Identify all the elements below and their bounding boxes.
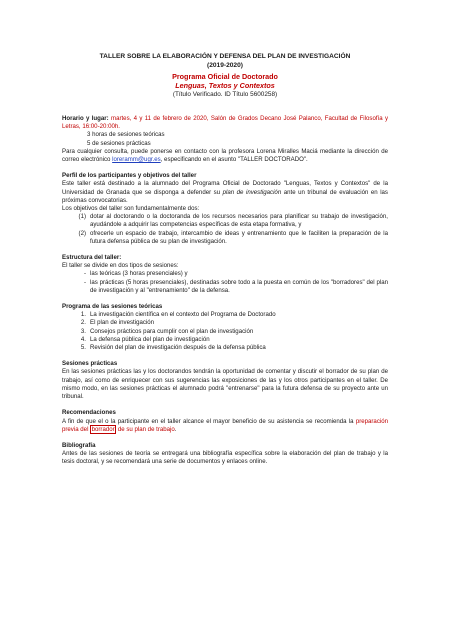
bibliography-paragraph: Antes de las sesiones de teoría se entregará una bibliografía específica sobre la elaboración del plan de trabajo y la tesis doctoral, y se recomendará una serie de documentos y enlaces online. xyxy=(62,450,388,466)
bibliography-heading: Bibliografía xyxy=(62,441,96,449)
program-number: 1. xyxy=(80,311,86,319)
program-text: El plan de investigación xyxy=(90,319,155,327)
objectives-intro: Los objetivos del taller son fundamentalmente dos: xyxy=(62,205,200,213)
structure-marker: - xyxy=(83,278,86,286)
document-years: (2019-2020) xyxy=(207,62,243,69)
document-title: TALLER SOBRE LA ELABORACIÓN Y DEFENSA DEL PLAN DE INVESTIGACIÓN xyxy=(99,53,351,60)
contact-text-2: , especificando en el asunto "TALLER DOCTORADO". xyxy=(160,156,308,164)
structure-item xyxy=(62,270,388,278)
objective-item xyxy=(62,230,388,246)
schedule-text: martes, 4 y 11 de febrero de 2020, Salón de Grados Decano José Palanco, Facultad de Filosofía y Letras, 16:00-20:00h. xyxy=(62,115,388,131)
program-title: Programa Oficial de Doctorado xyxy=(172,72,278,81)
program-text: La investigación científica en el contexto del Programa de Doctorado xyxy=(90,311,276,319)
structure-item xyxy=(62,279,388,295)
program-number: 2. xyxy=(80,319,86,327)
schedule-paragraph xyxy=(62,115,388,131)
recommendations-paragraph xyxy=(62,418,388,434)
program-item xyxy=(62,336,388,344)
verified-id: (Título Verificado. ID Título 5600258) xyxy=(172,91,278,98)
profile-text-1: Este taller está destinado a la alumnado del Programa Oficial de Doctorado "Lenguas, Textos y Contextos" de la Universidad de Granada que se disponga a defender su xyxy=(62,180,388,196)
recommendations-text: A fin de que el o la participante en el taller alcance el mayor beneficio de su asistencia se recomienda la xyxy=(62,417,356,425)
program-item xyxy=(62,319,388,327)
structure-marker: - xyxy=(83,270,86,278)
recommendations-heading: Recomendaciones xyxy=(62,409,116,417)
program-number: 5. xyxy=(80,344,86,352)
program-item xyxy=(62,344,388,352)
structure-text: las teóricas (3 horas presenciales) y xyxy=(90,270,188,278)
structure-intro: El taller se divide en dos tipos de sesiones: xyxy=(62,262,179,270)
objective-marker: (1) xyxy=(78,213,86,221)
profile-text-2: ante un tribunal de evaluación en las próximas convocatorias. xyxy=(62,188,388,204)
profile-emphasis: plan de investigación xyxy=(222,188,282,196)
recommendations-highlight-1: preparación previa del xyxy=(62,417,388,433)
email-link[interactable]: loreramm@ugr.es xyxy=(112,156,161,164)
schedule-label: Horario y lugar: xyxy=(62,115,109,122)
structure-text: las prácticas (5 horas presenciales), destinadas sobre todo a la puesta en común de los "borradores" del plan de investigación y al "entrenamiento" de la defensa. xyxy=(90,278,388,294)
program-item xyxy=(62,328,388,336)
profile-heading: Perfil de los participantes y objetivos del taller xyxy=(62,172,197,180)
program-number: 4. xyxy=(80,335,86,343)
objective-item xyxy=(62,213,388,229)
recommendations-end: . xyxy=(174,425,177,433)
practice-paragraph: En las sesiones prácticas las y los doctorandos tendrán la oportunidad de comentar y discutir el borrador de su plan de trabajo, así como de enriquecer con sus sugerencias las exposiciones de las y los otros participantes en el taller. De mismo modo, en las sesiones prácticas el alumnado podrá "entrenarse" para la futura defensa de su proyecto ante un tribunal. xyxy=(62,368,388,401)
program-text: Revisión del plan de investigación después de la defensa pública xyxy=(90,344,266,352)
recommendations-highlight-2: de su plan de trabajo xyxy=(116,425,175,433)
program-heading: Programa de las sesiones teóricas xyxy=(62,303,163,311)
recommendations-boxed-word: borrador xyxy=(91,425,115,433)
document-header xyxy=(62,52,388,99)
objective-marker: (2) xyxy=(78,229,86,237)
program-name: Lenguas, Textos y Contextos xyxy=(175,81,275,90)
program-item xyxy=(62,311,388,319)
contact-paragraph xyxy=(62,148,388,164)
profile-paragraph xyxy=(62,180,388,205)
hours-theory: 3 horas de sesiones teóricas xyxy=(87,131,165,139)
objective-text: dotar al doctorando o la doctoranda de los recursos necesarios para planificar su trabajo de investigación, ayudándole a adquirir las competencias específicas de esta etapa formativa, y xyxy=(90,213,388,229)
contact-text-1: Para cualquier consulta, puede ponerse en contacto con la profesora Lorena Miralles Maciá mediante la dirección de correo electrónico xyxy=(62,147,388,164)
document-body xyxy=(62,115,388,467)
objective-text: ofrecerle un espacio de trabajo, intercambio de ideas y entrenamiento que le faciliten la preparación de la futura defensa pública de su plan de investigación. xyxy=(90,229,388,245)
structure-heading: Estructura del taller: xyxy=(62,254,122,262)
program-text: Consejos prácticos para cumplir con el plan de investigación xyxy=(90,327,254,335)
program-number: 3. xyxy=(80,327,86,335)
hours-practice: 5 de sesiones prácticas xyxy=(87,139,151,147)
practice-heading: Sesiones prácticas xyxy=(62,360,118,368)
program-text: La defensa pública del plan de investigación xyxy=(90,335,210,343)
